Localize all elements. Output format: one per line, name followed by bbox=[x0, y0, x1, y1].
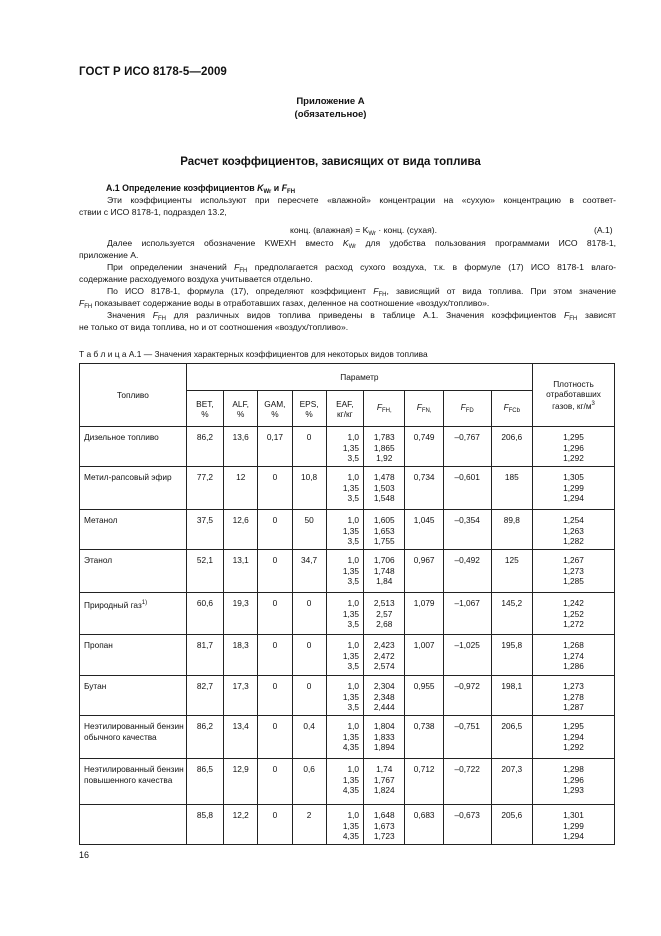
header-eps: EPS, % bbox=[292, 391, 326, 427]
cell-density-value: 1,282 bbox=[563, 536, 584, 547]
cell-eaf-value: 1,35 bbox=[342, 820, 360, 831]
cell-eaf-value: 1,0 bbox=[347, 555, 360, 565]
cell-fuel bbox=[80, 467, 187, 510]
cell-gam: 0 bbox=[258, 805, 292, 845]
paragraph-1-line-1: Эти коэффициенты используют при пересчете «влажной» концентрации на «сухую» концентрацию в соответ- bbox=[107, 195, 616, 205]
cell-gam: 0 bbox=[258, 550, 292, 593]
cell-density bbox=[533, 510, 615, 550]
cell-density-value: 1,242 bbox=[563, 598, 584, 608]
table-row bbox=[80, 510, 615, 550]
cell-eaf-value: 3,5 bbox=[347, 702, 360, 713]
cell-bet: 86,5 bbox=[186, 759, 223, 805]
fuel-name: Бутан bbox=[84, 681, 107, 691]
cell-ffh-value: 1,833 bbox=[373, 731, 395, 742]
cell-ffd: –0,601 bbox=[443, 467, 491, 510]
cell-eaf-value: 1,0 bbox=[347, 721, 360, 731]
cell-alf: 12 bbox=[224, 467, 258, 510]
paragraph-3-line-1: При определении значений $F_{FH}$ предполагается расход сухого воздуха, т.к. в формуле (17) ИСО 8178-1 влаго- bbox=[107, 262, 616, 274]
cell-ffh-value: 2,513 bbox=[373, 598, 395, 608]
cell-ffh-value: 1,894 bbox=[373, 742, 395, 753]
cell-ffh-value: 1,673 bbox=[373, 820, 395, 831]
cell-density bbox=[533, 716, 615, 759]
cell-fuel bbox=[80, 716, 187, 759]
cell-eaf-value: 4,35 bbox=[342, 742, 360, 753]
paragraph-2-line-2: приложение А. bbox=[79, 250, 139, 260]
cell-ffh-value: 2,423 bbox=[373, 640, 395, 650]
cell-eaf bbox=[326, 805, 363, 845]
cell-eaf bbox=[326, 427, 363, 467]
cell-eaf-value: 1,35 bbox=[342, 565, 360, 576]
table-row bbox=[80, 467, 615, 510]
paragraph-4-line-1: По ИСО 8178-1, формула (17), определяют коэффициент $F_{FH}$, зависящий от вида топлива. При этом значение bbox=[107, 286, 616, 298]
cell-density-value: 1,273 bbox=[563, 565, 584, 576]
cell-eaf-value: 3,5 bbox=[347, 576, 360, 587]
cell-ffh-value: 1,748 bbox=[373, 565, 395, 576]
cell-eaf-value: 1,35 bbox=[342, 482, 360, 493]
cell-bet: 37,5 bbox=[186, 510, 223, 550]
cell-ffh-value: 2,304 bbox=[373, 681, 395, 691]
cell-density-value: 1,285 bbox=[563, 576, 584, 587]
cell-ffh-value: 1,74 bbox=[376, 764, 393, 774]
cell-density bbox=[533, 427, 615, 467]
cell-ffcb: 206,5 bbox=[491, 716, 533, 759]
cell-alf: 12,2 bbox=[224, 805, 258, 845]
header-alf: ALF, % bbox=[224, 391, 258, 427]
cell-density bbox=[533, 676, 615, 716]
cell-eaf-value: 1,35 bbox=[342, 691, 360, 702]
cell-eaf-value: 1,35 bbox=[342, 442, 360, 453]
cell-density-value: 1,296 bbox=[563, 442, 584, 453]
cell-bet: 52,1 bbox=[186, 550, 223, 593]
cell-eps: 0,4 bbox=[292, 716, 326, 759]
table-row bbox=[80, 550, 615, 593]
cell-ffcb: 207,3 bbox=[491, 759, 533, 805]
cell-eaf-value: 4,35 bbox=[342, 785, 360, 796]
cell-ffd: –0,751 bbox=[443, 716, 491, 759]
cell-eaf-value: 3,5 bbox=[347, 536, 360, 547]
cell-eps: 10,8 bbox=[292, 467, 326, 510]
cell-eaf-value: 1,0 bbox=[347, 681, 360, 691]
header-eaf: EAF, кг/кг bbox=[326, 391, 363, 427]
cell-density bbox=[533, 759, 615, 805]
cell-density-value: 1,267 bbox=[563, 555, 584, 565]
cell-gam: 0 bbox=[258, 716, 292, 759]
cell-eps: 0,6 bbox=[292, 759, 326, 805]
cell-eaf-value: 1,0 bbox=[347, 764, 360, 774]
cell-eaf-value: 3,5 bbox=[347, 453, 360, 464]
cell-ffh-value: 1,755 bbox=[373, 536, 395, 547]
cell-density bbox=[533, 805, 615, 845]
cell-gam: 0,17 bbox=[258, 427, 292, 467]
fuel-name: Неэтилированный бензин повышенного качества bbox=[84, 764, 184, 785]
cell-eaf-value: 1,0 bbox=[347, 640, 360, 650]
cell-density-value: 1,294 bbox=[563, 831, 584, 842]
cell-ffh bbox=[364, 427, 405, 467]
paragraph-5-line-1: Значения $F_{FH}$ для различных видов топлива приведены в таблице А.1. Значения коэффициентов $F_{FH}$ зависят bbox=[107, 310, 616, 322]
cell-alf: 13,4 bbox=[224, 716, 258, 759]
cell-density-value: 1,268 bbox=[563, 640, 584, 650]
cell-density-value: 1,294 bbox=[563, 493, 584, 504]
header-density: Плотность отработавших газов, $кг/м^3$ bbox=[533, 364, 615, 427]
cell-density bbox=[533, 635, 615, 676]
cell-alf: 13,1 bbox=[224, 550, 258, 593]
cell-ffn: 0,734 bbox=[405, 467, 443, 510]
cell-ffh-value: 1,605 bbox=[373, 515, 395, 525]
cell-density bbox=[533, 550, 615, 593]
cell-ffh-value: 1,824 bbox=[373, 785, 395, 796]
cell-bet: 86,2 bbox=[186, 716, 223, 759]
appendix-status: (обязательное) bbox=[294, 109, 367, 120]
table-row bbox=[80, 427, 615, 467]
cell-eaf bbox=[326, 716, 363, 759]
paragraph-2-line-1: Далее используется обозначение KWEXH вместо $K_{Wr}$ для удобства пользования программами ИСО 8178-1, bbox=[107, 238, 616, 250]
formula-a1: конц. (влажная) = $K_{Wr}$ · конц. (сухая). bbox=[290, 225, 438, 237]
cell-ffcb: 206,6 bbox=[491, 427, 533, 467]
cell-alf: 17,3 bbox=[224, 676, 258, 716]
cell-density-value: 1,298 bbox=[563, 764, 584, 774]
cell-ffh bbox=[364, 635, 405, 676]
cell-fuel bbox=[80, 759, 187, 805]
cell-eaf-value: 1,0 bbox=[347, 432, 360, 442]
table-row bbox=[80, 716, 615, 759]
cell-ffh-value: 1,783 bbox=[373, 432, 395, 442]
cell-eaf-value: 3,5 bbox=[347, 661, 360, 672]
cell-gam: 0 bbox=[258, 593, 292, 635]
cell-alf: 18,3 bbox=[224, 635, 258, 676]
header-fuel: Топливо bbox=[80, 364, 187, 427]
cell-ffd: –0,972 bbox=[443, 676, 491, 716]
cell-ffh bbox=[364, 716, 405, 759]
cell-bet: 81,7 bbox=[186, 635, 223, 676]
cell-density-value: 1,263 bbox=[563, 525, 584, 536]
paragraph-4-line-2: $F_{FH}$ показывает содержание воды в отработавших газах, деленное на соотношение «воздух/топливо». bbox=[79, 298, 490, 310]
cell-ffh-value: 2,472 bbox=[373, 650, 395, 661]
coefficients-table bbox=[79, 363, 615, 845]
cell-ffh-value: 2,348 bbox=[373, 691, 395, 702]
cell-ffd: –0,492 bbox=[443, 550, 491, 593]
cell-ffh bbox=[364, 805, 405, 845]
cell-ffh bbox=[364, 593, 405, 635]
cell-fuel bbox=[80, 635, 187, 676]
paragraph-5-line-2: не только от вида топлива, но и от соотношения «воздух/топливо». bbox=[79, 322, 349, 332]
header-ffcb: $F_{FCb}$ bbox=[491, 391, 533, 427]
cell-density-value: 1,274 bbox=[563, 650, 584, 661]
cell-ffh bbox=[364, 550, 405, 593]
header-ffh: $F_{FH,}$ bbox=[364, 391, 405, 427]
cell-ffh-value: 1,503 bbox=[373, 482, 395, 493]
cell-density bbox=[533, 593, 615, 635]
cell-eps: 0 bbox=[292, 593, 326, 635]
cell-eaf bbox=[326, 510, 363, 550]
cell-fuel bbox=[80, 805, 187, 845]
cell-ffh-value: 1,648 bbox=[373, 810, 395, 820]
cell-fuel bbox=[80, 676, 187, 716]
cell-ffn: 0,955 bbox=[405, 676, 443, 716]
cell-eaf bbox=[326, 635, 363, 676]
cell-eaf-value: 1,0 bbox=[347, 472, 360, 482]
fuel-name: Метанол bbox=[84, 515, 118, 525]
table-caption: Т а б л и ц а А.1 — Значения характерных коэффициентов для некоторых видов топлива bbox=[79, 349, 428, 359]
appendix-title: Приложение А bbox=[296, 96, 365, 107]
cell-ffd: –1,067 bbox=[443, 593, 491, 635]
cell-eaf-value: 1,35 bbox=[342, 774, 360, 785]
cell-density-value: 1,278 bbox=[563, 691, 584, 702]
fuel-name: Метил-рапсовый эфир bbox=[84, 472, 172, 482]
cell-ffd: –0,354 bbox=[443, 510, 491, 550]
footnote-mark: 1) bbox=[141, 600, 148, 606]
cell-eaf-value: 4,35 bbox=[342, 831, 360, 842]
cell-ffcb: 185 bbox=[491, 467, 533, 510]
cell-ffh-value: 1,653 bbox=[373, 525, 395, 536]
cell-density-value: 1,299 bbox=[563, 820, 584, 831]
cell-gam: 0 bbox=[258, 510, 292, 550]
cell-ffh bbox=[364, 676, 405, 716]
cell-density-value: 1,301 bbox=[563, 810, 584, 820]
cell-alf: 13,6 bbox=[224, 427, 258, 467]
cell-eaf-value: 1,35 bbox=[342, 525, 360, 536]
cell-density-value: 1,272 bbox=[563, 619, 584, 630]
cell-ffd: –0,767 bbox=[443, 427, 491, 467]
cell-fuel bbox=[80, 510, 187, 550]
cell-eaf bbox=[326, 550, 363, 593]
cell-gam: 0 bbox=[258, 676, 292, 716]
cell-eaf bbox=[326, 467, 363, 510]
cell-ffn: 1,007 bbox=[405, 635, 443, 676]
cell-eaf-value: 1,0 bbox=[347, 598, 360, 608]
paragraph-3-line-2: содержание расходуемого воздуха учитывается отдельно. bbox=[79, 274, 313, 284]
header-gam: GAM, % bbox=[258, 391, 292, 427]
cell-density-value: 1,299 bbox=[563, 482, 584, 493]
cell-eaf-value: 1,35 bbox=[342, 650, 360, 661]
cell-ffh bbox=[364, 467, 405, 510]
cell-gam: 0 bbox=[258, 635, 292, 676]
cell-ffcb: 125 bbox=[491, 550, 533, 593]
cell-ffcb: 198,1 bbox=[491, 676, 533, 716]
cell-density-value: 1,294 bbox=[563, 731, 584, 742]
cell-density-value: 1,254 bbox=[563, 515, 584, 525]
cell-bet: 85,8 bbox=[186, 805, 223, 845]
cell-eaf bbox=[326, 676, 363, 716]
table-row bbox=[80, 805, 615, 845]
cell-ffcb: 205,6 bbox=[491, 805, 533, 845]
cell-density-value: 1,287 bbox=[563, 702, 584, 713]
header-ffn: $F_{FN,}$ bbox=[405, 391, 443, 427]
cell-eps: 34,7 bbox=[292, 550, 326, 593]
cell-ffh bbox=[364, 759, 405, 805]
cell-eaf bbox=[326, 593, 363, 635]
cell-ffn: 0,712 bbox=[405, 759, 443, 805]
cell-eaf-value: 1,0 bbox=[347, 515, 360, 525]
header-parameter: Параметр bbox=[186, 364, 532, 391]
page-number: 16 bbox=[79, 850, 90, 860]
cell-ffn: 0,967 bbox=[405, 550, 443, 593]
cell-bet: 60,6 bbox=[186, 593, 223, 635]
cell-ffh-value: 1,84 bbox=[376, 576, 393, 587]
cell-alf: 12,9 bbox=[224, 759, 258, 805]
table-row bbox=[80, 759, 615, 805]
cell-gam: 0 bbox=[258, 467, 292, 510]
cell-ffh-value: 1,706 bbox=[373, 555, 395, 565]
table-row bbox=[80, 676, 615, 716]
cell-ffh bbox=[364, 510, 405, 550]
cell-ffh-value: 1,92 bbox=[376, 453, 393, 464]
cell-density-value: 1,296 bbox=[563, 774, 584, 785]
cell-ffh-value: 1,478 bbox=[373, 472, 395, 482]
cell-density-value: 1,305 bbox=[563, 472, 584, 482]
cell-eps: 2 bbox=[292, 805, 326, 845]
subsection-heading: А.1 Определение коэффициентов $K_{Wr}$ и $F_{FH}$ bbox=[106, 183, 296, 195]
cell-gam: 0 bbox=[258, 759, 292, 805]
cell-fuel bbox=[80, 550, 187, 593]
cell-density-value: 1,292 bbox=[563, 453, 584, 464]
cell-ffh-value: 2,68 bbox=[376, 619, 393, 630]
header-bet: BET, % bbox=[186, 391, 223, 427]
cell-alf: 19,3 bbox=[224, 593, 258, 635]
cell-ffd: –1,025 bbox=[443, 635, 491, 676]
cell-fuel bbox=[80, 593, 187, 635]
cell-eaf-value: 1,0 bbox=[347, 810, 360, 820]
cell-ffn: 0,738 bbox=[405, 716, 443, 759]
cell-eaf-value: 3,5 bbox=[347, 619, 360, 630]
fuel-name: Неэтилированный бензин обычного качества bbox=[84, 721, 184, 742]
header-ffd: $F_{FD}$ bbox=[443, 391, 491, 427]
cell-eaf-value: 1,35 bbox=[342, 731, 360, 742]
cell-density-value: 1,293 bbox=[563, 785, 584, 796]
cell-bet: 86,2 bbox=[186, 427, 223, 467]
cell-density-value: 1,286 bbox=[563, 661, 584, 672]
table-row bbox=[80, 635, 615, 676]
cell-ffh-value: 1,804 bbox=[373, 721, 395, 731]
cell-ffd: –0,722 bbox=[443, 759, 491, 805]
cell-ffh-value: 2,444 bbox=[373, 702, 395, 713]
paragraph-1-line-2: ствии с ИСО 8178-1, подраздел 13.2, bbox=[79, 207, 227, 217]
cell-ffh-value: 1,767 bbox=[373, 774, 395, 785]
cell-ffh-value: 1,723 bbox=[373, 831, 395, 842]
cell-ffn: 0,749 bbox=[405, 427, 443, 467]
cell-ffcb: 195,8 bbox=[491, 635, 533, 676]
fuel-name: Пропан bbox=[84, 640, 113, 650]
cell-eaf bbox=[326, 759, 363, 805]
cell-density bbox=[533, 467, 615, 510]
cell-ffd: –0,673 bbox=[443, 805, 491, 845]
cell-alf: 12,6 bbox=[224, 510, 258, 550]
cell-eaf-value: 1,35 bbox=[342, 608, 360, 619]
cell-ffh-value: 1,865 bbox=[373, 442, 395, 453]
cell-density-value: 1,295 bbox=[563, 721, 584, 731]
cell-ffn: 0,683 bbox=[405, 805, 443, 845]
section-title: Расчет коэффициентов, зависящих от вида топлива bbox=[180, 156, 481, 168]
cell-bet: 82,7 bbox=[186, 676, 223, 716]
cell-density-value: 1,252 bbox=[563, 608, 584, 619]
cell-ffcb: 145,2 bbox=[491, 593, 533, 635]
cell-fuel bbox=[80, 427, 187, 467]
cell-density-value: 1,292 bbox=[563, 742, 584, 753]
cell-density-value: 1,295 bbox=[563, 432, 584, 442]
fuel-name: Этанол bbox=[84, 555, 113, 565]
cell-ffcb: 89,8 bbox=[491, 510, 533, 550]
cell-ffn: 1,079 bbox=[405, 593, 443, 635]
fuel-name: Дизельное топливо bbox=[84, 432, 159, 442]
document-header: ГОСТ Р ИСО 8178-5—2009 bbox=[79, 66, 227, 78]
cell-ffn: 1,045 bbox=[405, 510, 443, 550]
fuel-name: Природный газ bbox=[84, 600, 142, 610]
cell-eps: 0 bbox=[292, 427, 326, 467]
cell-ffh-value: 2,574 bbox=[373, 661, 395, 672]
formula-number: (A.1) bbox=[594, 225, 613, 235]
cell-eps: 50 bbox=[292, 510, 326, 550]
cell-ffh-value: 2,57 bbox=[376, 608, 393, 619]
cell-eaf-value: 3,5 bbox=[347, 493, 360, 504]
cell-bet: 77,2 bbox=[186, 467, 223, 510]
cell-density-value: 1,273 bbox=[563, 681, 584, 691]
cell-eps: 0 bbox=[292, 676, 326, 716]
table-row bbox=[80, 593, 615, 635]
cell-eps: 0 bbox=[292, 635, 326, 676]
cell-ffh-value: 1,548 bbox=[373, 493, 395, 504]
